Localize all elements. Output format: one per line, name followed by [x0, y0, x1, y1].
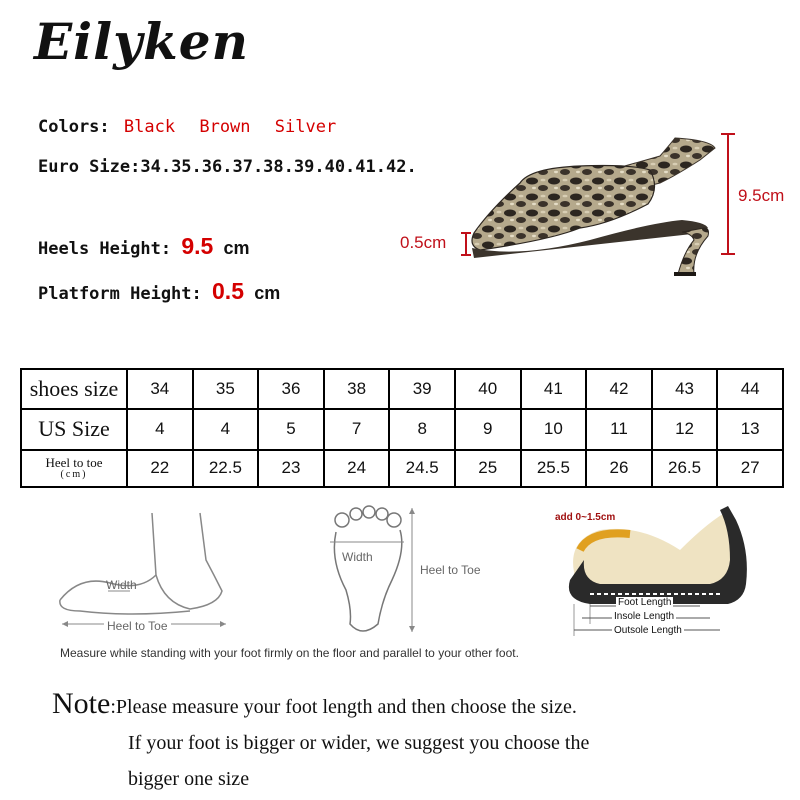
- heel-to-toe-cell: 25.5: [521, 450, 587, 487]
- insole-length-label: Insole Length: [614, 611, 675, 622]
- shoes-size-cell: 41: [521, 369, 587, 409]
- measure-instruction: Measure while standing with your foot firmly on the floor and parallel to your other foot.: [60, 646, 519, 660]
- shoes-size-row: [21, 369, 783, 409]
- shoes-size-cell: 44: [717, 369, 783, 409]
- platform-height-unit: cm: [254, 283, 281, 303]
- heel-height-row: [38, 233, 250, 260]
- top-heel-to-toe-label: Heel to Toe: [420, 563, 481, 577]
- heel-to-toe-header-unit: (cm): [60, 469, 88, 481]
- note-text-1: :Please measure your foot length and then choose the size.: [110, 696, 577, 718]
- note-title: Note: [52, 687, 111, 720]
- foot-length-label: Foot Length: [618, 597, 672, 608]
- platform-height-row: [38, 278, 280, 305]
- shoes-size-cell: 34: [127, 369, 193, 409]
- platform-height-label: Platform Height:: [38, 284, 202, 304]
- heel-to-toe-cell: 22: [127, 450, 193, 487]
- platform-dimension-bracket: [459, 231, 473, 257]
- us-size-cell: 5: [258, 409, 324, 449]
- colors-row: [38, 117, 336, 137]
- heel-dimension-bracket: [718, 132, 738, 256]
- heel-to-toe-cell: 22.5: [193, 450, 259, 487]
- shoe-image: [460, 128, 720, 278]
- us-size-cell: 11: [586, 409, 652, 449]
- color-black: Black: [123, 117, 176, 137]
- us-size-cell: 10: [521, 409, 587, 449]
- us-size-cell: 8: [389, 409, 455, 449]
- top-width-label: Width: [342, 550, 373, 564]
- euro-size-values: 34.35.36.37.38.39.40.41.42.: [140, 157, 417, 177]
- add-length-label: add 0~1.5cm: [555, 512, 616, 523]
- note-line-1: [52, 686, 589, 725]
- us-size-cell: 12: [652, 409, 718, 449]
- shoes-size-cell: 40: [455, 369, 521, 409]
- platform-height-value: 0.5: [212, 278, 244, 304]
- us-size-cell: 4: [193, 409, 259, 449]
- us-size-cell: 4: [127, 409, 193, 449]
- note-line-2: If your foot is bigger or wider, we suggest you choose the: [128, 732, 590, 754]
- shoes-size-cell: 35: [193, 369, 259, 409]
- heel-height-unit: cm: [223, 238, 250, 258]
- side-width-label: Width: [106, 578, 137, 592]
- color-silver: Silver: [274, 117, 337, 137]
- us-size-row: [21, 409, 783, 449]
- side-heel-to-toe-label: Heel to Toe: [104, 619, 171, 633]
- colors-label: Colors:: [38, 117, 110, 137]
- heel-to-toe-header: [21, 450, 127, 487]
- heel-to-toe-cell: 24: [324, 450, 390, 487]
- color-brown: Brown: [199, 117, 251, 137]
- heel-dimension-label: 9.5cm: [738, 186, 785, 205]
- shoes-size-cell: 42: [586, 369, 652, 409]
- heel-to-toe-cell: 23: [258, 450, 324, 487]
- outsole-length-label: Outsole Length: [614, 625, 682, 636]
- us-size-header: US Size: [21, 409, 127, 449]
- us-size-cell: 7: [324, 409, 390, 449]
- shoes-size-cell: 39: [389, 369, 455, 409]
- us-size-cell: 9: [455, 409, 521, 449]
- heel-to-toe-row: [21, 450, 783, 487]
- heel-to-toe-cell: 25: [455, 450, 521, 487]
- shoes-size-cell: 38: [324, 369, 390, 409]
- heel-to-toe-cell: 24.5: [389, 450, 455, 487]
- heel-to-toe-cell: 26: [586, 450, 652, 487]
- euro-size-row: [38, 157, 417, 177]
- size-chart-table: [20, 368, 784, 488]
- shoes-size-header: shoes size: [21, 369, 127, 409]
- shoes-size-cell: 43: [652, 369, 718, 409]
- heel-height-value: 9.5: [181, 233, 214, 259]
- us-size-cell: 13: [717, 409, 783, 449]
- heel-to-toe-cell: 26.5: [652, 450, 718, 487]
- note-line-3: bigger one size: [128, 768, 250, 790]
- platform-dimension-label: 0.5cm: [400, 233, 447, 252]
- top-foot-diagram: [322, 500, 422, 640]
- shoes-size-cell: 36: [258, 369, 324, 409]
- heel-to-toe-cell: 27: [717, 450, 783, 487]
- heel-height-label: Heels Height:: [38, 239, 172, 259]
- brand-logo: Eilyken: [34, 12, 249, 71]
- euro-size-label: Euro Size:: [38, 157, 141, 177]
- heel-to-toe-header-label: Heel to toe: [45, 455, 103, 471]
- note-block: [52, 686, 589, 797]
